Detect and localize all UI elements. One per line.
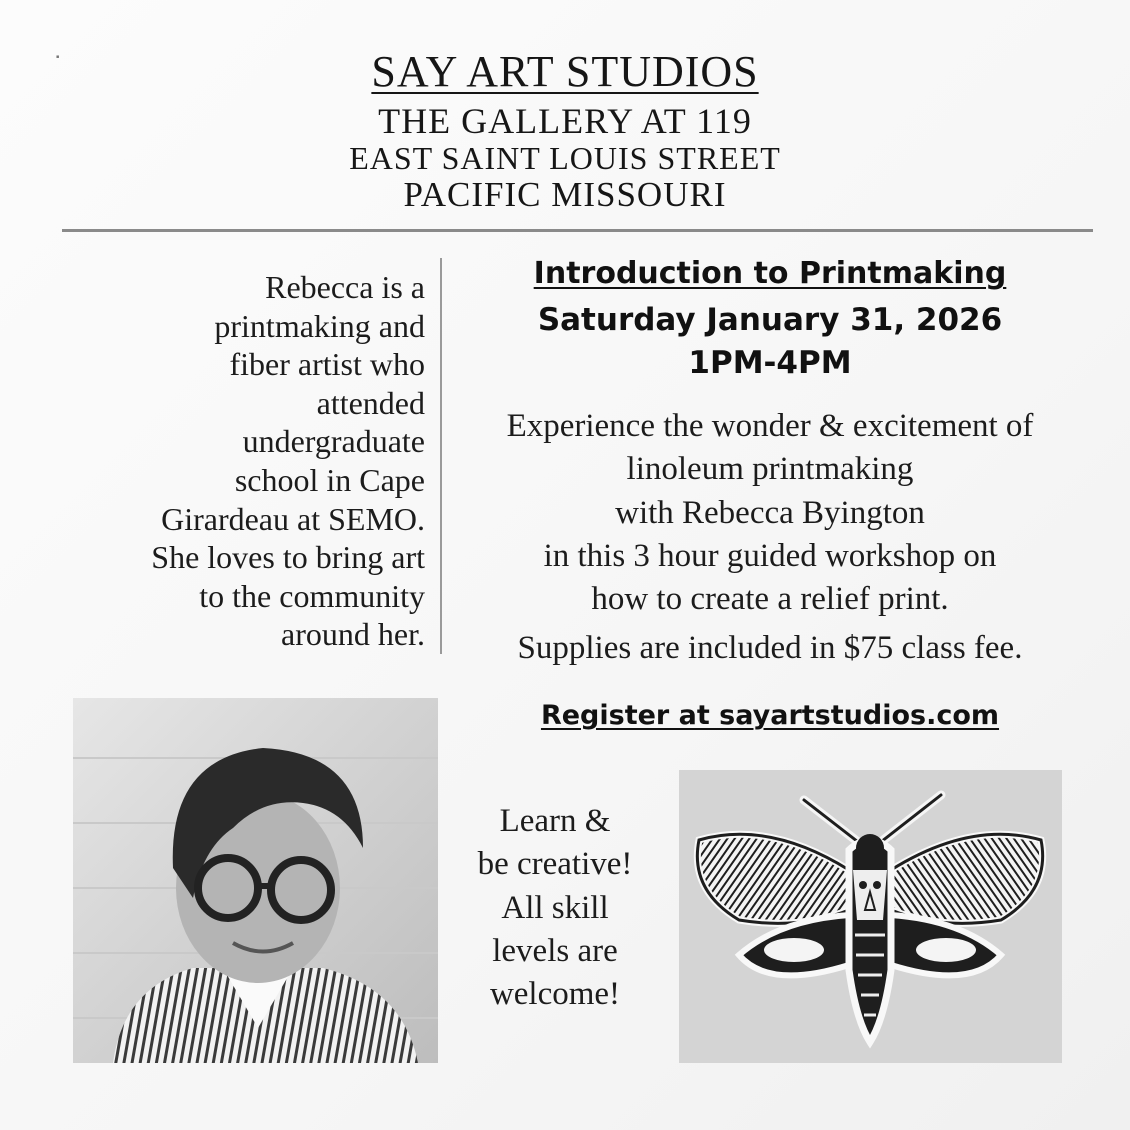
column-divider	[440, 258, 442, 654]
description-line: linoleum printmaking	[626, 451, 914, 488]
bio-line: Girardeau at SEMO.	[161, 500, 425, 537]
bio-line: She loves to bring art	[151, 539, 425, 576]
moth-linocut-image	[679, 770, 1062, 1063]
event-time: 1PM-4PM	[688, 345, 852, 381]
bio-line: Rebecca is a	[265, 269, 425, 305]
register-link[interactable]: Register at sayartstudios.com	[540, 700, 1000, 731]
bio-line: to the community	[199, 577, 425, 614]
artist-photo	[73, 698, 438, 1063]
gallery-name: THE GALLERY AT 119	[378, 101, 752, 141]
description-line: Experience the wonder & excitement of	[506, 408, 1034, 444]
bio-line: attended	[316, 384, 425, 421]
bio-line: printmaking and	[214, 307, 425, 344]
event-date: Saturday January 31, 2026	[537, 302, 1003, 338]
encouragement-text	[455, 800, 655, 1016]
event-title: Introduction to Printmaking	[533, 256, 1007, 291]
bio-line: undergraduate	[242, 423, 425, 460]
supplies-note: Supplies are included in $75 class fee.	[517, 630, 1023, 666]
city-state: PACIFIC MISSOURI	[403, 175, 727, 214]
bio-line: around her.	[281, 616, 425, 653]
description-line: in this 3 hour guided workshop on	[543, 537, 997, 574]
corner-mark: ▪	[56, 54, 60, 60]
learn-line: Learn &	[499, 803, 611, 839]
bio-line: school in Cape	[234, 461, 425, 498]
artist-bio	[80, 268, 425, 654]
description-line: with Rebecca Byington	[615, 494, 925, 531]
street-address: EAST SAINT LOUIS STREET	[349, 140, 781, 176]
learn-line: welcome!	[489, 976, 621, 1013]
learn-line: levels are	[492, 932, 618, 969]
learn-line: All skill	[501, 889, 609, 926]
studio-name: SAY ART STUDIOS	[371, 47, 759, 96]
description-line: how to create a relief print.	[591, 581, 949, 618]
event-description	[455, 405, 1085, 621]
header-divider	[62, 229, 1093, 232]
bio-line: fiber artist who	[229, 346, 425, 383]
learn-line: be creative!	[477, 846, 633, 883]
